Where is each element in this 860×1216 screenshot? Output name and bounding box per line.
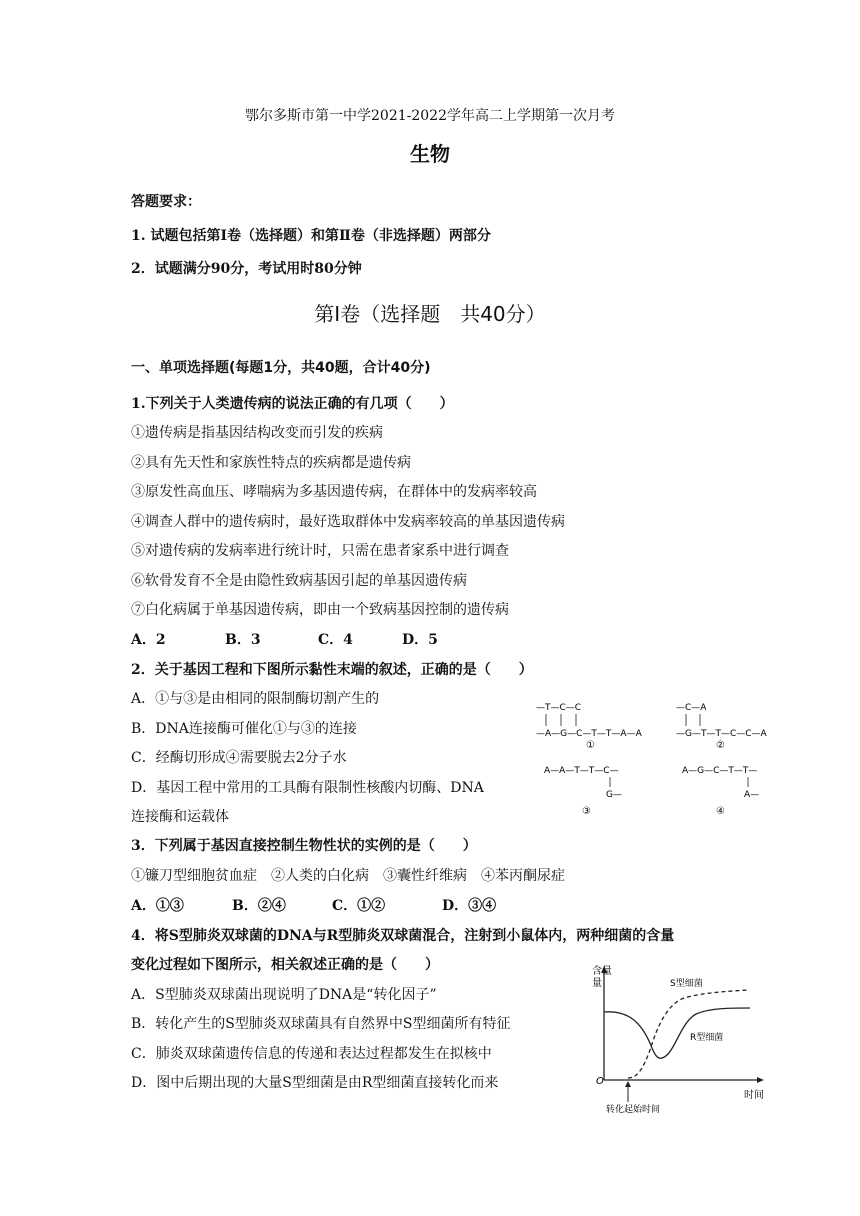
q1-statement: ③原发性高血压、哮喘病为多基因遗传病，在群体中的发病率较高 (131, 484, 537, 500)
fragment4-label: ④ (716, 806, 725, 817)
q3-option-d: D．③④ (442, 898, 497, 914)
q1-statement: ②具有先天性和家族性特点的疾病都是遗传病 (131, 455, 411, 471)
q4-stem-line1: 4．将S型肺炎双球菌的DNA与R型肺炎双球菌混合，注射到小鼠体内，两种细菌的含量 (131, 928, 675, 944)
q1-option-b: B．3 (225, 632, 261, 648)
fragment1-top: —T—C—C (536, 703, 582, 713)
q1-option-a: A．2 (131, 632, 166, 648)
y-axis-label: 含量 (592, 966, 612, 977)
sticky-ends-figure (530, 698, 780, 818)
fragment2-label: ② (716, 740, 725, 751)
q3-option-a: A．①③ (131, 898, 184, 914)
x-axis-label: 时间 (744, 1090, 764, 1101)
fragment4-bottom: A— (744, 790, 760, 800)
q2-stem: 2．关于基因工程和下图所示黏性末端的叙述，正确的是（ ） (131, 662, 533, 678)
fragment1-bottom: —A—G—C—T—T—A—A (536, 729, 642, 739)
q1-option-d: D．5 (402, 632, 438, 648)
fragment2-top: —C—A (676, 703, 707, 713)
q1-stem: 1.下列关于人类遗传病的说法正确的有几项（ ） (131, 396, 454, 412)
q4-stem-line2: 变化过程如下图所示，相关叙述正确的是（ ） (131, 957, 439, 973)
fragment3-top: A—A—T—T—C— (544, 766, 619, 776)
requirements-heading: 答题要求： (131, 194, 201, 210)
section-heading: 一、单项选择题(每题1分，共40题，合计40分) (131, 360, 431, 376)
start-time-label: 转化起始时间 (606, 1105, 661, 1114)
q1-option-c: C．4 (318, 632, 353, 648)
fragment3-label: ③ (582, 806, 591, 817)
subject-title: 生物 (410, 142, 450, 166)
q3-statements: ①镰刀型细胞贫血症 ②人类的白化病 ③囊性纤维病 ④苯丙酮尿症 (131, 868, 565, 884)
q4-option-d: D．图中后期出现的大量S型细菌是由R型细菌直接转化而来 (131, 1075, 499, 1091)
y-axis-label-cont: 量 (592, 978, 602, 989)
part1-title: 第Ⅰ卷（选择题 共40分） (314, 302, 546, 326)
fragment3-bottom: G— (606, 790, 622, 800)
start-time-arrowhead (625, 1081, 631, 1087)
q4-option-c: C．肺炎双球菌遗传信息的传递和表达过程都发生在拟核中 (131, 1046, 492, 1062)
q2-option-d-cont: 连接酶和运载体 (131, 809, 229, 825)
requirement-1: 1. 试题包括第Ⅰ卷（选择题）和第Ⅱ卷（非选择题）两部分 (131, 228, 491, 244)
q4-option-a: A．S型肺炎双球菌出现说明了DNA是“转化因子” (131, 987, 437, 1003)
q2-option-c: C．经酶切形成④需要脱去2分子水 (131, 750, 347, 766)
x-axis-arrow (757, 1077, 764, 1083)
q4-option-b: B．转化产生的S型肺炎双球菌具有自然界中S型细菌所有特征 (131, 1016, 511, 1032)
r-bacteria-label: R型细菌 (690, 1033, 724, 1043)
q3-stem: 3．下列属于基因直接控制生物性状的实例的是（ ） (131, 838, 477, 854)
requirement-2: 2．试题满分90分，考试用时80分钟 (131, 261, 362, 277)
q1-statement: ④调查人群中的遗传病时，最好选取群体中发病率较高的单基因遗传病 (131, 514, 565, 530)
q2-option-d: D．基因工程中常用的工具酶有限制性核酸内切酶、DNA (131, 780, 484, 796)
r-bacteria-curve (604, 1008, 750, 1058)
fragment1-label: ① (586, 740, 595, 751)
q2-option-b: B．DNA连接酶可催化①与③的连接 (131, 721, 357, 737)
q1-statement: ⑤对遗传病的发病率进行统计时，只需在患者家系中进行调查 (131, 543, 509, 559)
fragment2-bottom: —G—T—T—C—C—A (676, 729, 767, 739)
q1-statement: ⑥软骨发育不全是由隐性致病基因引起的单基因遗传病 (131, 573, 467, 589)
s-bacteria-label: S型细菌 (670, 979, 703, 989)
bacteria-content-graph (580, 962, 780, 1114)
origin-label: O (596, 1076, 604, 1087)
q2-option-a: A．①与③是由相同的限制酶切割产生的 (131, 691, 380, 707)
q3-option-c: C．①② (332, 898, 386, 914)
q3-option-b: B．②④ (232, 898, 286, 914)
q1-statement: ①遗传病是指基因结构改变而引发的疾病 (131, 425, 383, 441)
q1-statement: ⑦白化病属于单基因遗传病，即由一个致病基因控制的遗传病 (131, 602, 509, 618)
exam-title: 鄂尔多斯市第一中学2021-2022学年高二上学期第一次月考 (245, 108, 615, 124)
fragment4-top: A—G—C—T—T— (682, 766, 758, 776)
